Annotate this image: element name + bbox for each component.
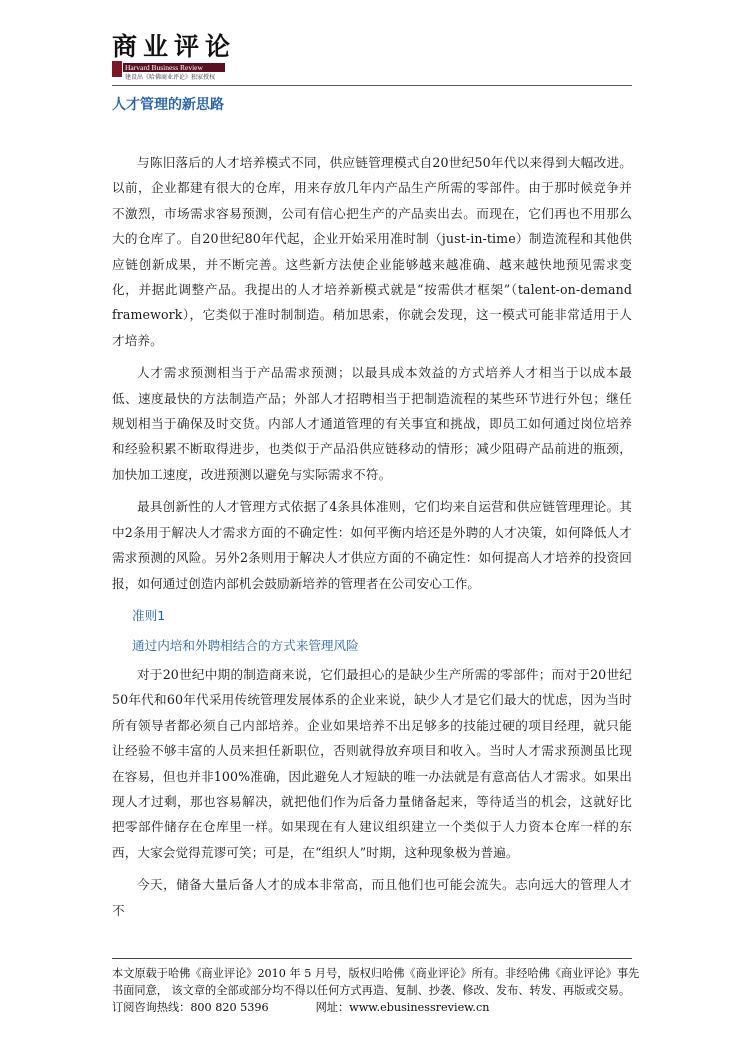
- copyright-notice-line1: 本文原载于哈佛《商业评论》2010 年 5 月号，版权归哈佛《商业评论》所有。非经哈佛《商业评论》事先: [112, 967, 640, 980]
- brand-banner: [112, 63, 225, 72]
- brand-english-name: Harvard Business Review: [125, 63, 203, 72]
- contact-line: [112, 999, 632, 1016]
- article-title: 人才管理的新思路: [112, 97, 224, 113]
- brand-license-note: 建设出《哈佛商业评论》独家授权: [125, 74, 216, 81]
- header-divider: [112, 85, 632, 86]
- section-heading: 通过内培和外聘相结合的方式来管理风险: [132, 637, 359, 653]
- paragraph: 最具创新性的人才管理方式依据了4条具体准则，它们均来自运营和供应链管理理论。其中2条用于解决人才需求方面的不确定性：如何平衡内培还是外聘的人才决策，如何降低人才需求预测的风险。另外2条则用于解决人才供应方面的不确定性：如何提高人才培养的投资回报，如何通过创造内部机会鼓励新培养的管理者在公司安心工作。: [112, 499, 632, 591]
- paragraph: 与陈旧落后的人才培养模式不同，供应链管理模式自20世纪50年代以来得到大幅改进。以前，企业都建有很大的仓库，用来存放几年内产品生产所需的零部件。由于那时候竞争并不激烈，市场需求容易预测，公司有信心把生产的产品卖出去。而现在，它们再也不用那么大的仓库了。自20世纪80年代起，企业开始采用准时制（just-in-time）制造流程和其他供应链创新成果，并不断完善。这些新方法使企业能够越来越准确、越来越快地预见需求变化，并据此调整产品。我提出的人才培养新模式就是“按需供才框架”（talent-on-demand framework），它类似于准时制制造。稍加思索，你就会发现，这一模式可能非常适用于人才培养。: [112, 155, 632, 348]
- masthead: [112, 33, 632, 85]
- paragraph: 人才需求预测相当于产品需求预测；以最具成本效益的方式培养人才相当于以成本最低、速度最快的方法制造产品；外部人才招聘相当于把制造流程的某些环节进行外包；继任规划相当于确保及时交货。内部人才通道管理的有关事宜和挑战，即员工如何通过岗位培养和经验积累不断取得进步，也类似于产品沿供应链移动的情形；减少阻碍产品前进的瓶颈，加快加工速度，改进预测以避免与实际需求不符。: [112, 365, 632, 482]
- copyright-footer: [112, 965, 640, 1016]
- footer-divider: [112, 958, 632, 959]
- website-link[interactable]: 网址：www.ebusinessreview.cn: [315, 1001, 490, 1014]
- paragraph: 今天，储备大量后备人才的成本非常高，而且他们也可能会流失。志向远大的管理人才不: [112, 877, 632, 918]
- article-body: [112, 150, 632, 930]
- copyright-notice-line2: 书面同意， 该文章的全部或部分均不得以任何方式再造、复制、抄袭、修改、发布、转发、再版或交易。: [112, 984, 631, 997]
- subscription-hotline: 订阅咨询热线：800 820 5396: [112, 1001, 269, 1014]
- brand-logo-text: 商业评论: [112, 32, 237, 61]
- section-label: 准则1: [132, 607, 166, 623]
- crest-icon: [112, 61, 123, 77]
- paragraph: 对于20世纪中期的制造商来说，它们最担心的是缺少生产所需的零部件；而对于20世纪50年代和60年代采用传统管理发展体系的企业来说，缺少人才是它们最大的忧虑，因为当时所有领导者都必须自己内部培养。企业如果培养不出足够多的技能过硬的项目经理，就只能让经验不够丰富的人员来担任新职位，否则就得放弃项目和收入。当时人才需求预测虽比现在容易，但也并非100%准确，因此避免人才短缺的唯一办法就是有意高估人才需求。如果出现人才过剩，那也容易解决，就把他们作为后备力量储备起来，等待适当的机会，这就好比把零部件储存在仓库里一样。如果现在有人建议组织建立一个类似于人力资本仓库一样的东西，大家会觉得荒谬可笑；可是，在“组织人”时期，这种现象极为普遍。: [112, 666, 632, 860]
